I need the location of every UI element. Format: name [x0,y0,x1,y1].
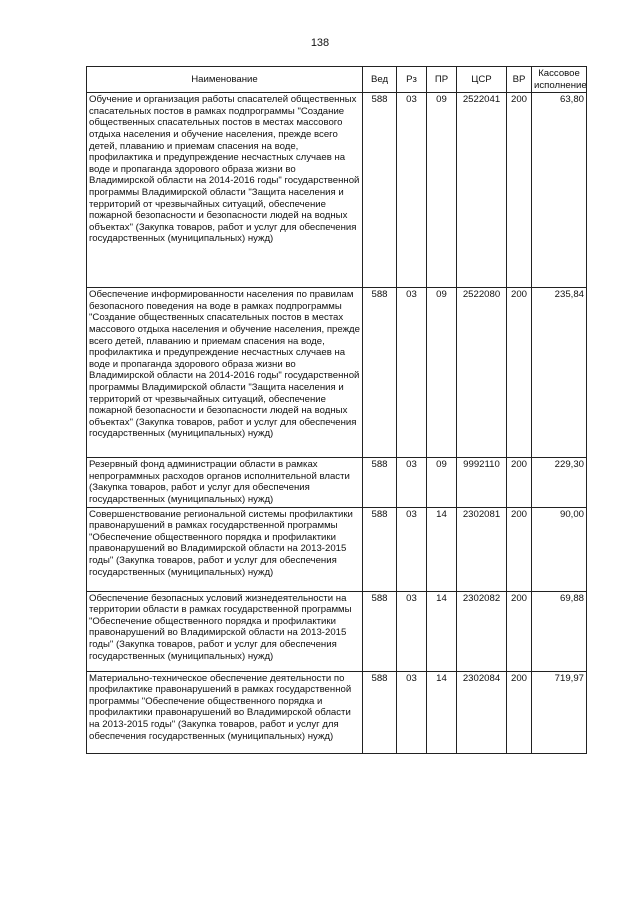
row-csr: 2302084 [457,671,507,753]
budget-table [86,66,587,754]
row-pr: 14 [427,671,457,753]
table-row [87,458,587,507]
row-exec: 69,88 [532,591,587,671]
row-csr: 9992110 [457,458,507,507]
row-exec: 90,00 [532,507,587,591]
row-pr: 09 [427,93,457,288]
header-csr: ЦСР [457,67,507,93]
row-name: Материально-техническое обеспечение деятельности по профилактике правонарушений в рамках государственной программы "Обеспечение общественного порядка и профилактики правонарушений во Владимирской области на 2013-2015 годы" (Закупка товаров, работ и услуг для обеспечения государственных (муниципальных) нужд) [87,671,363,753]
row-name: Обеспечение безопасных условий жизнедеятельности на территории области в рамках государственной программы "Обеспечение общественного порядка и профилактики правонарушений во Владимирской области на 2013-2015 годы" (Закупка товаров, работ и услуг для обеспечения государственных (муниципальных) нужд) [87,591,363,671]
row-rz: 03 [397,288,427,458]
row-csr: 2302081 [457,507,507,591]
row-vr: 200 [507,458,532,507]
row-ved: 588 [363,591,397,671]
table-row [87,507,587,591]
row-ved: 588 [363,507,397,591]
header-vr: ВР [507,67,532,93]
table-row [87,671,587,753]
row-rz: 03 [397,671,427,753]
row-vr: 200 [507,671,532,753]
row-rz: 03 [397,93,427,288]
row-vr: 200 [507,507,532,591]
page-number: 138 [310,37,330,49]
row-rz: 03 [397,458,427,507]
header-name: Наименование [87,67,363,93]
row-csr: 2302082 [457,591,507,671]
row-exec: 229,30 [532,458,587,507]
row-name: Обучение и организация работы спасателей общественных спасательных постов в рамках подпрограммы "Создание общественных спасательных постов в местах массового отдыха населения и обучение населения, прежде всего детей, плаванию и приемам спасения на воде, профилактика и предупреждение несчастных случаев на воде и пропаганда здорового образа жизни во Владимирской области на 2014-2016 годы" государственной программы Владимирской области "Защита населения и территорий от чрезвычайных ситуаций, обеспечение пожарной безопасности и безопасности людей на водных объектах" (Закупка товаров, работ и услуг для обеспечения государственных (муниципальных) нужд) [87,93,363,288]
row-name: Обеспечение информированности населения по правилам безопасного поведения на воде в рамках подпрограммы "Создание общественных спасательных постов в местах массового отдыха населения и обучение населения, прежде всего детей, плаванию и приемам спасения на воде, профилактика и предупреждение несчастных случаев на воде и пропаганда здорового образа жизни во Владимирской области на 2014-2016 годы" государственной программы Владимирской области "Защита населения и территорий от чрезвычайных ситуаций, обеспечение пожарной безопасности и безопасности людей на водных объектах" (Закупка товаров, работ и услуг для обеспечения государственных (муниципальных) нужд) [87,288,363,458]
header-rz: Рз [397,67,427,93]
row-exec: 719,97 [532,671,587,753]
row-ved: 588 [363,93,397,288]
row-vr: 200 [507,591,532,671]
row-exec: 63,80 [532,93,587,288]
header-pr: ПР [427,67,457,93]
row-name: Совершенствование региональной системы профилактики правонарушений в рамках государственной программы "Обеспечение общественного порядка и профилактики правонарушений во Владимирской области на 2013-2015 годы" (Закупка товаров, работ и услуг для обеспечения государственных (муниципальных) нужд) [87,507,363,591]
row-exec: 235,84 [532,288,587,458]
header-exec: Кассовое исполнение [532,67,587,93]
header-ved: Вед [363,67,397,93]
row-ved: 588 [363,458,397,507]
row-vr: 200 [507,288,532,458]
row-rz: 03 [397,591,427,671]
row-csr: 2522041 [457,93,507,288]
row-pr: 09 [427,458,457,507]
table-row [87,93,587,288]
row-ved: 588 [363,671,397,753]
row-rz: 03 [397,507,427,591]
table-row [87,288,587,458]
row-name: Резервный фонд администрации области в рамках непрограммных расходов органов исполнительной власти (Закупка товаров, работ и услуг для обеспечения государственных (муниципальных) нужд) [87,458,363,507]
table-header-row [87,67,587,93]
table-row [87,591,587,671]
row-csr: 2522080 [457,288,507,458]
row-pr: 14 [427,591,457,671]
row-pr: 09 [427,288,457,458]
row-vr: 200 [507,93,532,288]
row-ved: 588 [363,288,397,458]
row-pr: 14 [427,507,457,591]
